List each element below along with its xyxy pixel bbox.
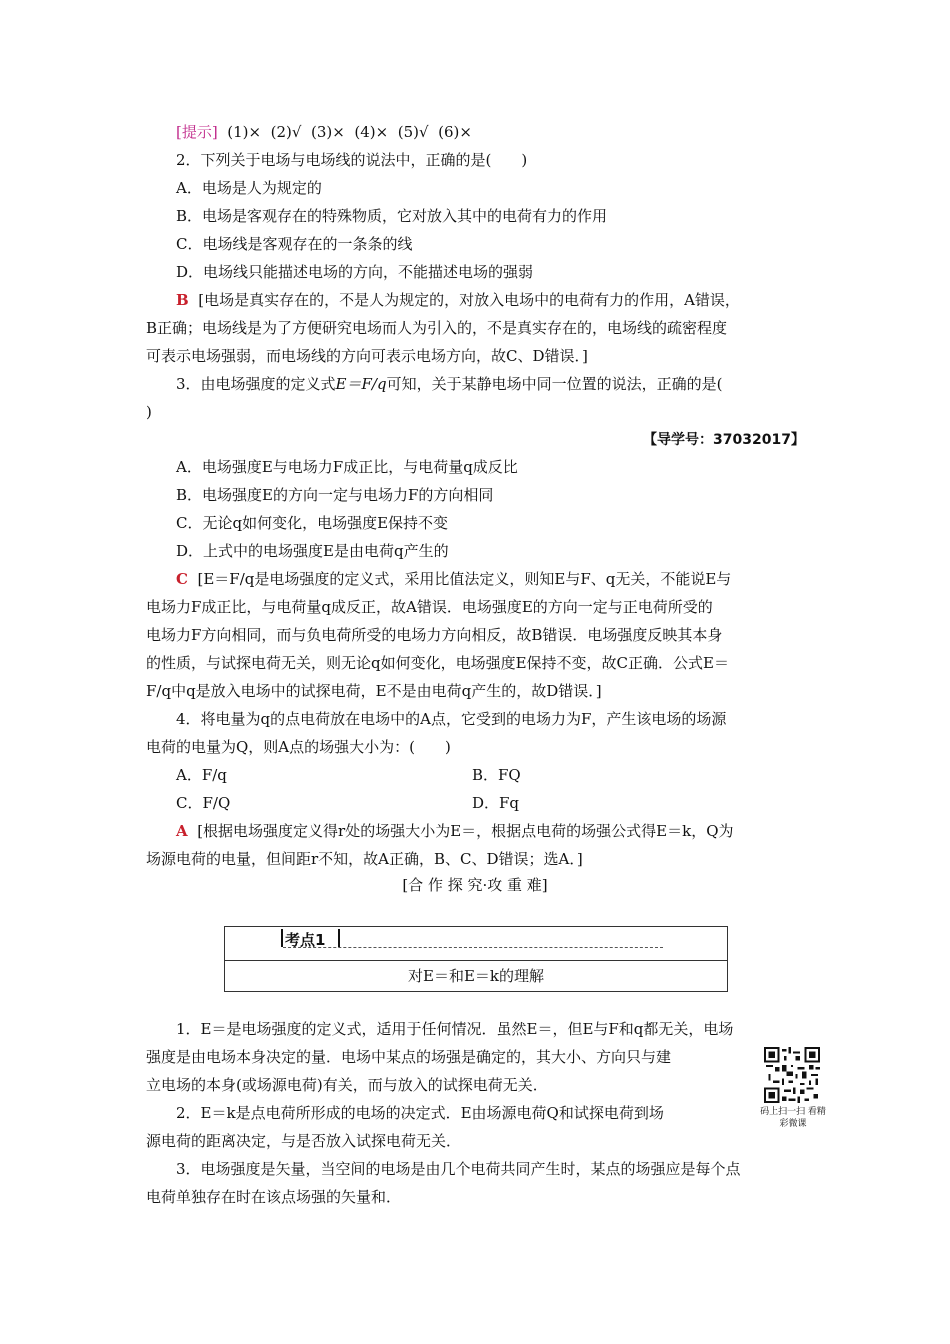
q2-option-d: D．电场线只能描述电场的方向，不能描述电场的强弱 bbox=[176, 263, 534, 281]
point-1-line1: 1．E＝是电场强度的定义式，适用于任何情况．虽然E＝，但E与F和q都无关，电场 bbox=[176, 1020, 734, 1038]
q4-option-d: D．Fq bbox=[472, 794, 520, 812]
q2-explanation-text: [电场是真实存在的，不是人为规定的，对放入电场中的电荷有力的作用，A错误， bbox=[198, 291, 740, 309]
hint-item: (4)× bbox=[354, 123, 389, 141]
q4-stem-line2: 电荷的电量为Q，则A点的场强大小为：( ) bbox=[146, 738, 451, 756]
q2-explanation-line1 bbox=[176, 290, 740, 310]
q3-explanation-text: [E＝F/q是电场强度的定义式，采用比值法定义，则知E与F、q无关，不能说E与 bbox=[197, 570, 732, 588]
q4-option-b: B．FQ bbox=[472, 766, 521, 784]
point-3-line2: 电荷单独存在时在该点场强的矢量和． bbox=[146, 1188, 402, 1206]
hint-item: (6)× bbox=[438, 123, 472, 141]
guide-number: 【导学号：37032017】 bbox=[643, 432, 805, 448]
q2-explanation-line2: B正确；电场线是为了方便研究电场而人为引入的，不是真实存在的，电场线的疏密程度 bbox=[146, 319, 728, 337]
q2-stem: 2．下列关于电场与电场线的说法中，正确的是( ) bbox=[176, 151, 528, 169]
point-2-line2: 源电荷的距离决定，与是否放入试探电荷无关． bbox=[146, 1132, 462, 1150]
q2-answer: B bbox=[176, 291, 189, 309]
point-2-line1: 2．E＝k是点电荷所形成的电场的决定式．E由场源电荷Q和试探电荷到场 bbox=[176, 1104, 664, 1122]
kaodian-label: 考点1 bbox=[285, 931, 326, 949]
q4-explanation-line2: 场源电荷的电量，但间距r不知，故A正确，B、C、D错误；选A．] bbox=[146, 850, 583, 868]
q3-answer: C bbox=[176, 570, 188, 588]
qr-code-icon[interactable] bbox=[764, 1047, 820, 1103]
q4-option-a: A．F/q bbox=[176, 766, 227, 784]
q4-explanation-line1 bbox=[176, 821, 734, 841]
hint-item: (1)× bbox=[227, 123, 262, 141]
q3-stem-end: ) bbox=[146, 403, 152, 421]
q3-explanation-line5: F/q中q是放入电场中的试探电荷，E不是由电荷q产生的，故D错误．] bbox=[146, 682, 602, 700]
q2-option-a: A．电场是人为规定的 bbox=[176, 179, 322, 197]
qr-caption: 码上扫一扫 看精彩微课 bbox=[760, 1107, 826, 1129]
kaodian-box bbox=[224, 926, 728, 992]
kaodian-bar-left bbox=[281, 929, 283, 947]
section-title: [合 作 探 究·攻 重 难] bbox=[402, 876, 548, 894]
hint-item: (2)√ bbox=[270, 123, 302, 141]
q3-option-d: D．上式中的电场强度E是由电荷q产生的 bbox=[176, 542, 449, 560]
q3-option-a: A．电场强度E与电场力F成正比，与电荷量q成反比 bbox=[176, 458, 518, 476]
q3-stem-text: 可知，关于某静电场中同一位置的说法，正确的是( bbox=[386, 375, 723, 393]
kaodian-bar-right bbox=[338, 929, 340, 947]
point-1-line2: 强度是由电场本身决定的量．电场中某点的场强是确定的，其大小、方向只与建 bbox=[146, 1048, 672, 1066]
hint-item: (3)× bbox=[311, 123, 345, 141]
q4-option-c: C．F/Q bbox=[176, 794, 231, 812]
q2-option-c: C．电场线是客观存在的一条条的线 bbox=[176, 235, 413, 253]
q3-explanation-line1 bbox=[176, 569, 731, 589]
hint-label: [提示] bbox=[176, 123, 218, 141]
q2-explanation-line3: 可表示电场强弱，而电场线的方向可表示电场方向，故C、D错误．] bbox=[146, 347, 588, 365]
q3-explanation-line3: 电场力F方向相同，而与负电荷所受的电场力方向相反，故B错误．电场强度反映其本身 bbox=[146, 626, 723, 644]
q2-option-b: B．电场是客观存在的特殊物质，它对放入其中的电荷有力的作用 bbox=[176, 207, 608, 225]
q4-answer: A bbox=[176, 822, 188, 840]
q3-formula: E＝F/q bbox=[335, 375, 387, 393]
q3-option-b: B．电场强度E的方向一定与电场力F的方向相同 bbox=[176, 486, 494, 504]
kaodian-title: 对E＝和E＝k的理解 bbox=[408, 967, 544, 985]
q3-explanation-line4: 的性质，与试探电荷无关，则无论q如何变化，电场强度E保持不变，故C正确．公式E＝ bbox=[146, 654, 729, 672]
q3-stem-text: 3．由电场强度的定义式 bbox=[176, 375, 336, 393]
q3-option-c: C．无论q如何变化，电场强度E保持不变 bbox=[176, 514, 449, 532]
kaodian-dash-divider bbox=[283, 947, 663, 948]
point-1-line3: 立电场的本身(或场源电荷)有关，而与放入的试探电荷无关． bbox=[146, 1076, 548, 1094]
hint-item: (5)√ bbox=[397, 123, 429, 141]
q3-explanation-line2: 电场力F成正比，与电荷量q成反正，故A错误．电场强度E的方向一定与正电荷所受的 bbox=[146, 598, 713, 616]
point-3-line1: 3．电场强度是矢量，当空间的电场是由几个电荷共同产生时，某点的场强应是每个点 bbox=[176, 1160, 741, 1178]
kaodian-divider bbox=[225, 960, 727, 961]
q4-stem-line1: 4．将电量为q的点电荷放在电场中的A点，它受到的电场力为F，产生该电场的场源 bbox=[176, 710, 727, 728]
q3-stem bbox=[176, 374, 722, 394]
q4-explanation-text: [根据电场强度定义得r处的场强大小为E＝，根据点电荷的场强公式得E＝k，Q为 bbox=[197, 822, 734, 840]
hint-line bbox=[176, 122, 472, 142]
